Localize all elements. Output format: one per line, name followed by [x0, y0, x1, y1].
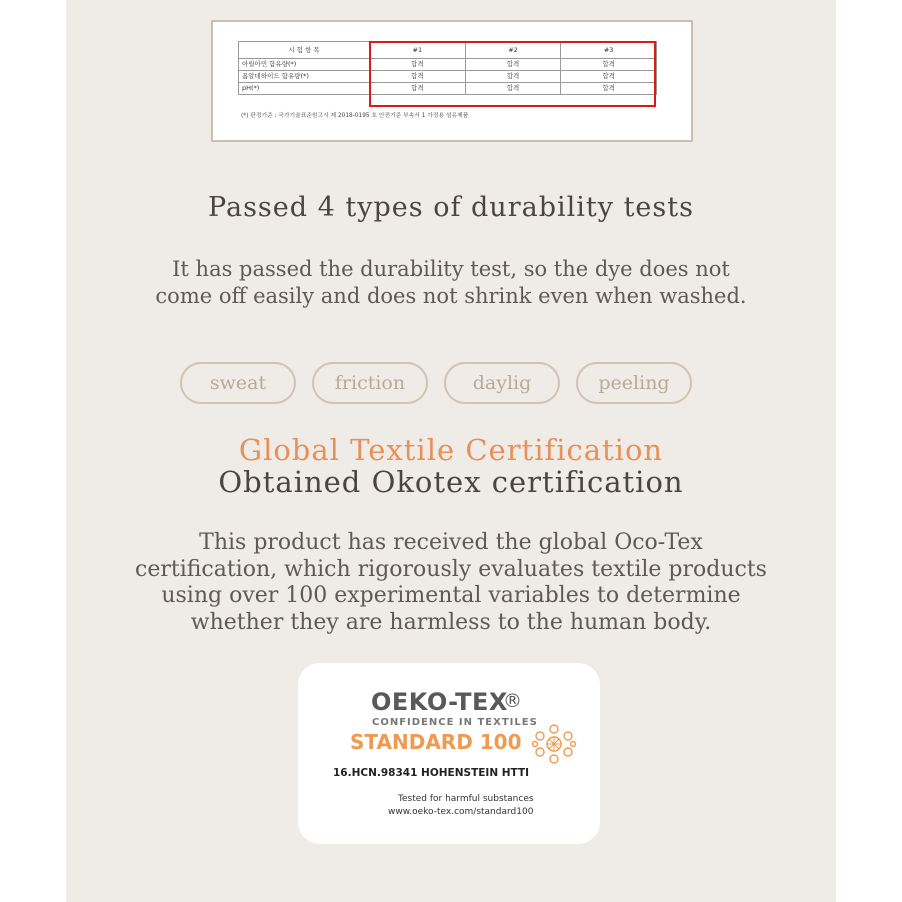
oeko-tex-brand: OEKO-TEX: [371, 688, 508, 716]
tag-sweat: sweat: [180, 362, 296, 404]
header-test-item: 시 험 항 목: [239, 42, 370, 59]
tag-friction: friction: [312, 362, 428, 404]
test-result: 합격: [561, 83, 657, 95]
report-footnote: (*) 판정기준 : 국가기술표준원고시 제 2018-0195 호 안전기준 부속서 1 가정용 섬유제품: [241, 113, 469, 119]
results-highlight-box: [369, 41, 656, 107]
durability-title: Passed 4 types of durability tests: [208, 192, 694, 223]
test-result: 합격: [465, 83, 561, 95]
registered-mark: ®: [503, 690, 522, 712]
oeko-tex-label: [298, 663, 600, 844]
oeko-tex-url: www.oeko-tex.com/standard100: [388, 807, 534, 817]
test-result: 합격: [370, 83, 466, 95]
header-sample-2: #2: [465, 42, 561, 59]
standard-100-label: STANDARD 100: [350, 730, 522, 754]
test-result: 합격: [561, 71, 657, 83]
test-result: 합격: [370, 71, 466, 83]
product-detail-page: [66, 0, 836, 902]
certification-title: Obtained Okotex certification: [218, 465, 684, 499]
description-line: using over 100 experimental variables to determine: [161, 583, 741, 608]
description-line: certification, which rigorously evaluates textile products: [135, 556, 767, 582]
header-sample-1: #1: [370, 42, 466, 59]
test-item-name: pH(*): [239, 83, 370, 95]
test-report-image: [211, 20, 693, 142]
oeko-tex-tagline: CONFIDENCE IN TEXTILES: [372, 717, 538, 728]
certification-accent-title: Global Textile Certification: [238, 433, 664, 467]
test-result: 합격: [370, 59, 466, 71]
test-result: 합격: [561, 59, 657, 71]
test-result: 합격: [465, 71, 561, 83]
tag-daylight: daylig: [444, 362, 560, 404]
description-line: come off easily and does not shrink even when washed.: [155, 283, 747, 308]
tested-statement: Tested for harmful substances: [398, 794, 534, 804]
description-line: It has passed the durability test, so the dye does not: [172, 257, 730, 281]
certificate-number: 16.HCN.98341 HOHENSTEIN HTTI: [333, 767, 530, 779]
certification-description: [66, 530, 836, 636]
header-sample-3: #3: [561, 42, 657, 59]
tag-peeling: peeling: [576, 362, 692, 404]
description-line: whether they are harmless to the human body.: [190, 609, 712, 635]
oeko-tex-flower-icon: [531, 723, 577, 765]
description-line: This product has received the global Oco-Tex: [199, 530, 703, 555]
durability-description: [66, 256, 836, 309]
test-item-name: 아릴아민 함유량(*): [239, 59, 370, 71]
durability-tags: [180, 362, 692, 404]
test-item-name: 폼알데하이드 함유량(*): [239, 71, 370, 83]
test-result: 합격: [465, 59, 561, 71]
